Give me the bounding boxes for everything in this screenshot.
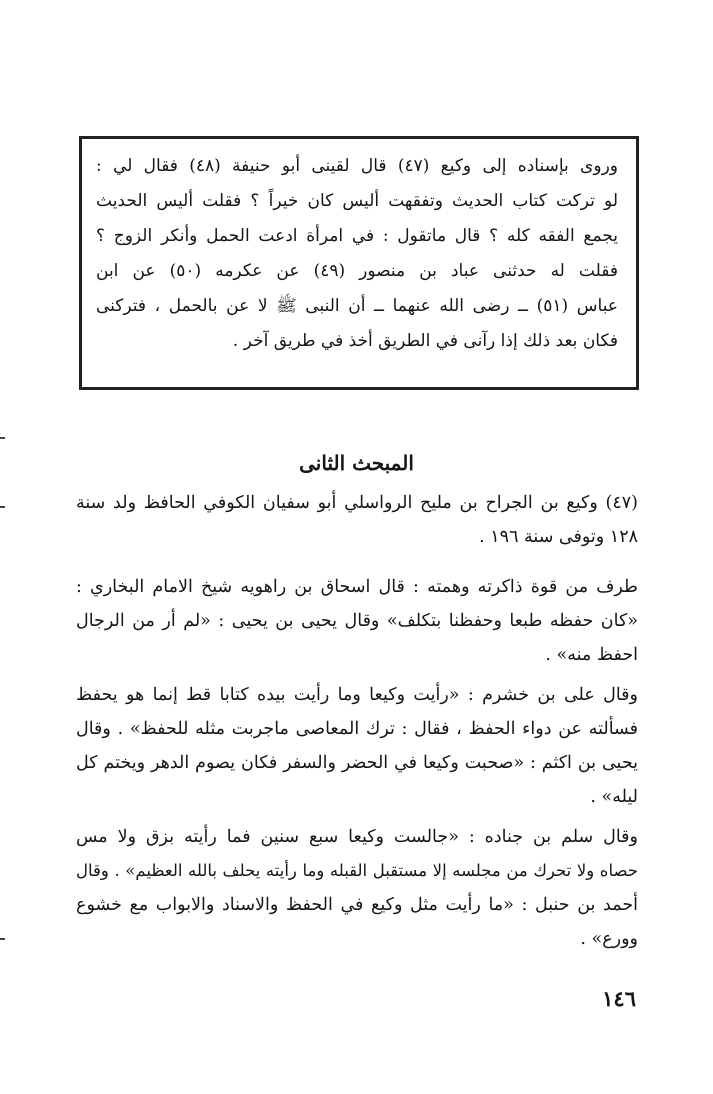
text-line: وقال على بن خشرم : «رأيت وكيعا وما رأيت بيده كتابا قط إنما هو يحفظ [76, 685, 638, 705]
paragraph-salm-ibn-junada [76, 820, 638, 956]
margin-mark [0, 437, 5, 439]
text-line: (٤٧) وكيع بن الجراح بن مليح الرواسلي أبو سفيان الكوفي الحافظ ولد سنة [76, 493, 638, 513]
text-line: طرف من قوة ذاكرته وهمته : قال اسحاق بن راهويه شيخ الامام البخاري : [76, 577, 638, 597]
paragraph-ali-ibn-khashram [76, 678, 638, 814]
box-line: عباس (٥١) ــ رضى الله عنهما ــ أن النبى ﷺ لا عن بالحمل ، فتركنى [96, 296, 618, 316]
box-line: فقلت له حدثنى عباد بن منصور (٤٩) عن عكرمه (٥٠) عن ابن [96, 261, 618, 281]
margin-mark [0, 938, 5, 940]
box-line: وروى بإسناده إلى وكيع (٤٧) قال لقينى أبو حنيفة (٤٨) فقال لي : [96, 156, 618, 176]
text-line: أحمد بن حنبل : «ما رأيت مثل وكيع في الحفظ والاسناد والابواب مع خشوع [76, 895, 638, 915]
text-line: فسألته عن دواء الحفظ ، فقال : ترك المعاصى ماجربت مثله للحفظ» . وقال [76, 719, 638, 739]
footnote-47 [76, 486, 638, 554]
margin-mark [0, 506, 5, 508]
text-line: ليله» . [590, 787, 638, 807]
page-number: ١٤٦ [602, 986, 636, 1011]
text-line: يحيى بن اكثم : «صحبت وكيعا في الحضر والسفر فكان يصوم الدهر ويختم كل [76, 753, 638, 773]
text-line: ١٢٨ وتوفى سنة ١٩٦ . [479, 527, 638, 547]
quoted-narration-box [79, 136, 639, 390]
text-line: وقال سلم بن جناده : «جالست وكيعا سبع سنين فما رأيته بزق ولا مس [76, 827, 638, 847]
text-line: «كان حفظه طبعا وحفظنا بتكلف» وقال يحيى بن يحيى : «لم أر من الرجال [76, 611, 638, 631]
text-line: احفظ منه» . [545, 645, 638, 665]
section-heading: المبحث الثانى [299, 451, 414, 475]
box-line: يجمع الفقه كله ؟ قال ماتقول : في امرأة ادعت الحمل وأنكر الزوج ؟ [96, 226, 618, 246]
box-line: فكان بعد ذلك إذا رآنى في الطريق أخذ في طريق آخر . [232, 331, 618, 351]
text-line: حصاه ولا تحرك من مجلسه إلا مستقبل القبله وما رأيته يحلف بالله العظيم» . وقال [76, 861, 638, 880]
box-line: لو تركت كتاب الحديث وتفقهت أليس كان خيراً ؟ فقلت أليس الحديث [96, 191, 618, 211]
text-line: وورع» . [580, 929, 638, 949]
paragraph-memory-strength [76, 570, 638, 672]
